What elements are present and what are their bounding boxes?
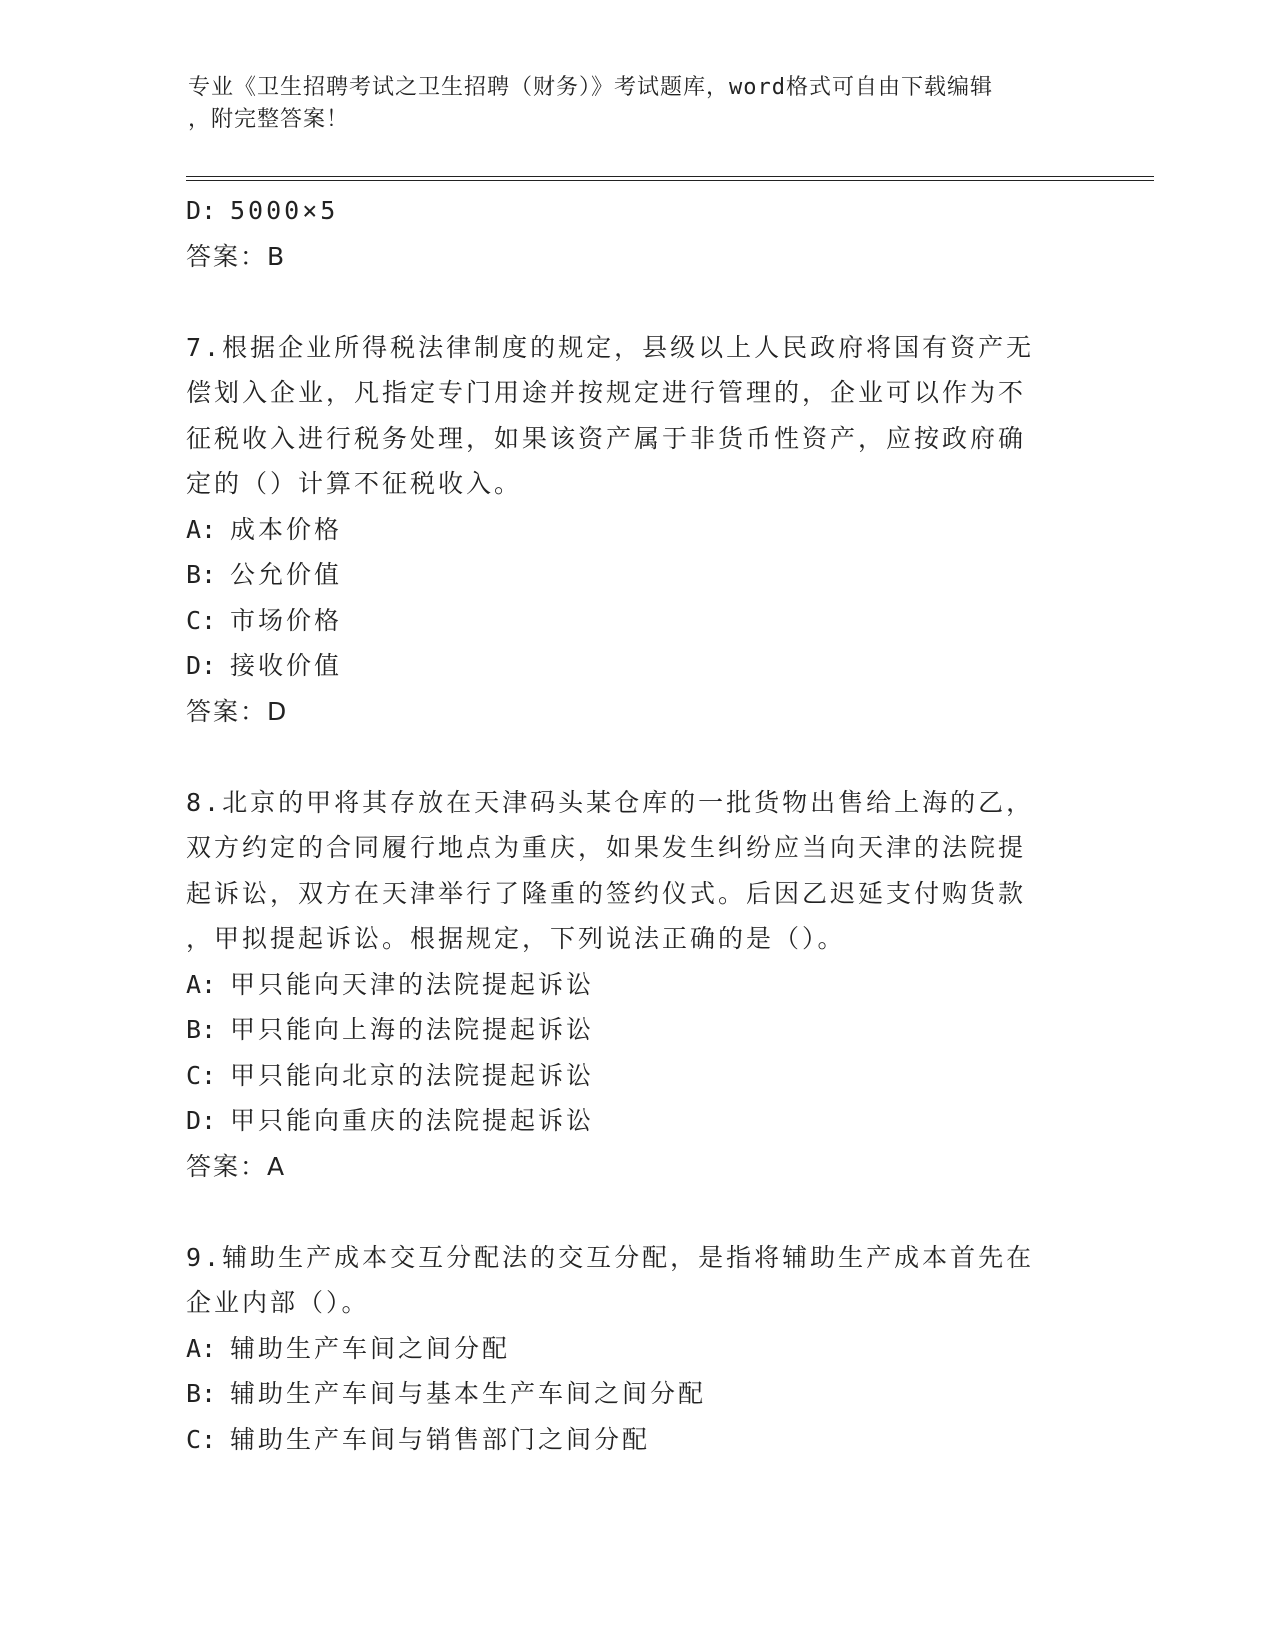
question-9 [186, 1235, 1086, 1463]
page-header [188, 72, 1068, 136]
question-stem-line: ，甲拟提起诉讼。根据规定，下列说法正确的是（）。 [186, 924, 846, 953]
spacer [186, 1189, 1086, 1235]
question-stem-line: 7.根据企业所得税法律制度的规定，县级以上人民政府将国有资产无 [186, 332, 1035, 362]
header-divider [186, 176, 1154, 181]
option-label: C: [186, 1424, 217, 1454]
question-stem-line: 定的（）计算不征税收入。 [186, 469, 523, 498]
option-text: 甲只能向北京的法院提起诉讼 [230, 1060, 595, 1090]
option-text: 接收价值 [230, 651, 343, 680]
option-text: 成本价格 [230, 514, 343, 544]
spacer [186, 734, 1086, 780]
question-stem-line: 企业内部（）。 [186, 1288, 370, 1317]
option-text: 辅助生产车间之间分配 [230, 1333, 511, 1363]
option-text: 甲只能向重庆的法院提起诉讼 [230, 1106, 595, 1135]
spacer [186, 279, 1086, 325]
answer-line: 答案：D [186, 696, 289, 726]
option-a [186, 1326, 1086, 1372]
option-label: A: [186, 1333, 217, 1363]
option-text: 甲只能向上海的法院提起诉讼 [230, 1015, 595, 1044]
option-c [186, 1417, 1086, 1463]
option-c [186, 598, 1086, 644]
option-text: 公允价值 [230, 560, 343, 589]
option-text: 5000×5 [230, 196, 339, 225]
option-b [186, 1007, 1086, 1053]
header-line-2: ，附完整答案！ [188, 107, 350, 132]
option-text: 市场价格 [230, 605, 343, 635]
option-label: D: [186, 196, 217, 225]
option-text: 甲只能向天津的法院提起诉讼 [230, 969, 595, 999]
header-line-1: 专业《卫生招聘考试之卫生招聘（财务）》考试题库，word格式可自由下载编辑 [188, 75, 993, 100]
option-label: A: [186, 514, 217, 544]
option-label: B: [186, 1015, 217, 1044]
option-label: C: [186, 1060, 217, 1090]
option-a [186, 962, 1086, 1008]
option-label: D: [186, 651, 217, 680]
option-b [186, 1371, 1086, 1417]
question-stem-line: 双方约定的合同履行地点为重庆，如果发生纠纷应当向天津的法院提 [186, 833, 1027, 862]
question-7 [186, 325, 1086, 735]
question-8 [186, 780, 1086, 1190]
answer-line: 答案：B [186, 241, 287, 271]
option-c [186, 1053, 1086, 1099]
answer-line: 答案：A [186, 1151, 287, 1181]
option-d [186, 1098, 1086, 1144]
option-label: C: [186, 605, 217, 635]
option-b [186, 552, 1086, 598]
option-d [186, 188, 1086, 234]
question-stem-line: 9.辅助生产成本交互分配法的交互分配，是指将辅助生产成本首先在 [186, 1242, 1035, 1272]
question-stem-line: 起诉讼，双方在天津举行了隆重的签约仪式。后因乙迟延支付购货款 [186, 878, 1027, 908]
option-text: 辅助生产车间与销售部门之间分配 [230, 1424, 651, 1454]
option-label: B: [186, 1379, 217, 1408]
question-content [186, 188, 1086, 1462]
option-text: 辅助生产车间与基本生产车间之间分配 [230, 1379, 707, 1408]
question-stem-line: 征税收入进行税务处理，如果该资产属于非货币性资产，应按政府确 [186, 423, 1027, 453]
option-a [186, 507, 1086, 553]
option-label: D: [186, 1106, 217, 1135]
option-label: A: [186, 969, 217, 999]
question-stem-line: 偿划入企业，凡指定专门用途并按规定进行管理的，企业可以作为不 [186, 378, 1027, 407]
option-d [186, 643, 1086, 689]
question-stem-line: 8.北京的甲将其存放在天津码头某仓库的一批货物出售给上海的乙， [186, 787, 1035, 817]
option-label: B: [186, 560, 217, 589]
